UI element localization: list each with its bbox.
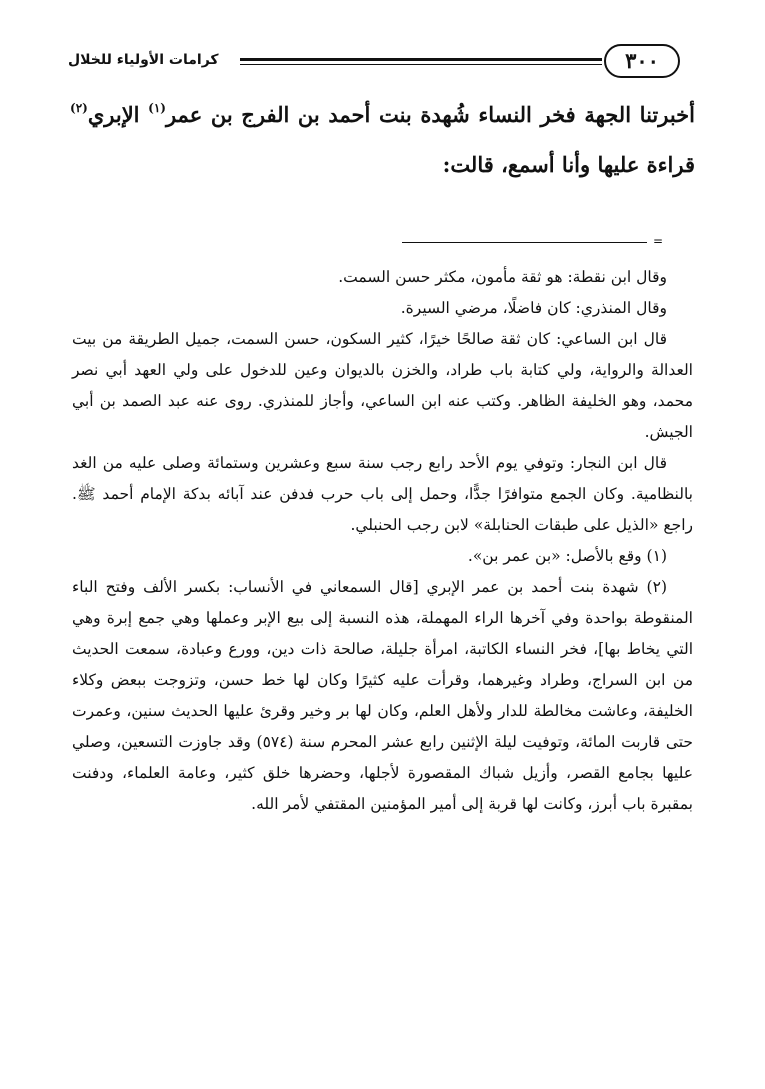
header-rule-thin [240,64,602,65]
footnote-paragraph: قال ابن النجار: وتوفي يوم الأحد رابع رجب سنة سبع وعشرين وستمائة وصلى عليه من الغد بالنظامية. وكان الجمع متوافرًا جدًّا، وحمل إلى باب حرب فدفن عند آبائه بدكة الإمام أحمد ﷺ. راجع «الذيل على طبقات الحنابلة» لابن رجب الحنبلي. [72,454,693,534]
footnote-paragraph: وقال ابن نقطة: هو ثقة مأمون، مكثر حسن السمت. [338,268,667,286]
footnote-continuation-mark: = [652,234,663,248]
footnote-1: (١) وقع بالأصل: «بن عمر بن». [467,547,667,565]
footnotes [72,262,693,820]
main-text-line1: الجهة فخر النساء شُهدة بنت أحمد بن الفرج بن عمر [165,102,632,127]
footnote-ref-1: (١) [148,101,166,115]
footnote-ref-2: (٢) [70,101,88,115]
footnote-paragraph: قال ابن الساعي: كان ثقة صالحًا خيرًا، كثير السكون، حسن السمت، جميل الطريقة من بيت العدالة والرواية، ولي كتابة باب طراد، والخزن بالديوان وعين للدخول على ولي العهد أبي نصر محمد، وهو الخليفة الظاهر. وكتب عنه ابن الساعي، وأجاز للمنذري. روى عنه عبد الصمد بن أبي الجيش. [72,330,693,441]
book-title: كرامات الأولياء للخلال [68,52,219,68]
footnote-2: (٢) شهدة بنت أحمد بن عمر الإبري [قال السمعاني في الأنساب: بكسر الألف وفتح الباء المنقوطة بواحدة وفي آخرها الراء المهملة، هذه النسبة إلى بيع الإبر وعملها وهي جمع إبرة وهي التي يخاط بها]، فخر النساء الكاتبة، امرأة جليلة، صالحة ذات دين، وورع وعبادة، سمعت الحديث من ابن السراج، وطراد وغيرهما، وقرأت عليه كثيرًا وكان لها خط حسن، وتزوجت ببعض وكلاء الخليفة، وعاشت مخالطة للدار ولأهل العلم، وكان لها بر وخير وقرئ عليها الحديث سنين، وعمرت حتى قاربت المائة، وتوفيت ليلة الإثنين رابع عشر المحرم سنة (٥٧٤) وقد جاوزت التسعين، وصلي عليها بجامع القصر، وأزيل شباك المقصورة لأجلها، وحضرها خلق كثير، وعامة العلماء، ودفنت بمقبرة باب أبرز، وكانت لها قربة إلى أمير المؤمنين المقتفي لأمر الله. [72,578,693,813]
page-number: ٣٠٠ [604,44,680,78]
footnote-divider [402,242,647,243]
footnote-paragraph: وقال المنذري: كان فاضلًا، مرضي السيرة. [400,299,667,317]
page-header [68,44,680,82]
main-text [70,90,695,190]
main-text-nisba: الإبري [87,102,140,127]
main-text-line2: قراءة عليها وأنا أسمع، قالت: [442,152,695,177]
main-opening-word: أخبرتنا [639,102,695,127]
header-rule [240,58,602,61]
